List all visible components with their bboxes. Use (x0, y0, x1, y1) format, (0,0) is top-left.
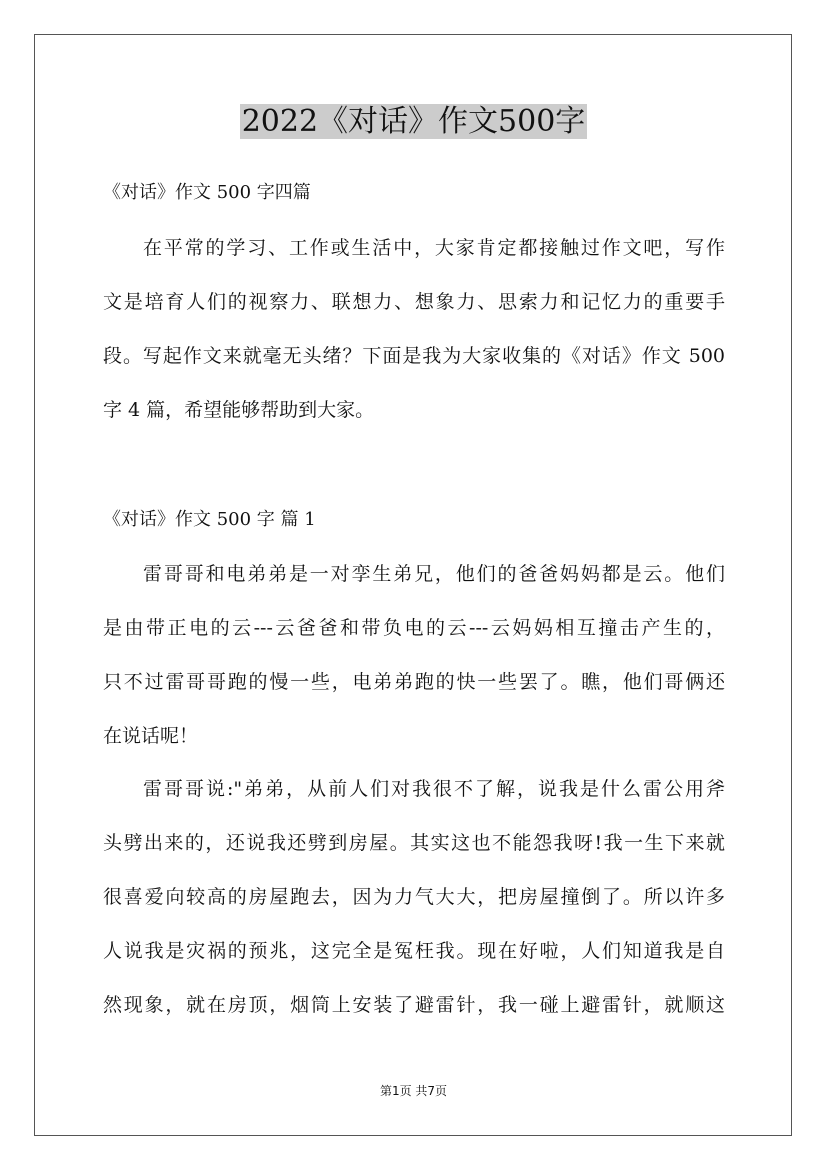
paragraph-line: 雷哥哥和电弟弟是一对孪生弟兄，他们的爸爸妈妈都是云。他们 (143, 563, 725, 585)
intro-line: 在平常的学习、工作或生活中，大家肯定都接触过作文吧，写作 (143, 237, 725, 259)
paragraph-line: 然现象，就在房顶，烟筒上安装了避雷针，我一碰上避雷针，就顺这 (103, 994, 725, 1016)
paragraph-line: 人说我是灾祸的预兆，这完全是冤枉我。现在好啦，人们知道我是自 (103, 940, 725, 962)
paragraph-line: 是由带正电的云---云爸爸和带负电的云---云妈妈相互撞击产生的， (103, 617, 725, 639)
intro-line: 字 4 篇，希望能够帮助到大家。 (103, 399, 375, 421)
document-title-text: 2022《对话》作文500字 (241, 104, 586, 139)
paragraph-line: 雷哥哥说:"弟弟，从前人们对我很不了解，说我是什么雷公用斧 (143, 778, 725, 800)
paragraph-line: 只不过雷哥哥跑的慢一些，电弟弟跑的快一些罢了。瞧，他们哥俩还 (103, 671, 725, 693)
document-title (0, 100, 827, 144)
paragraph-line: 很喜爱向较高的房屋跑去，因为力气大大，把房屋撞倒了。所以许多 (103, 886, 725, 908)
intro-line: 段。写起作文来就毫无头绪？下面是我为大家收集的《对话》作文 500 (103, 345, 725, 367)
paragraph-line: 头劈出来的，还说我还劈到房屋。其实这也不能怨我呀!我一生下来就 (103, 832, 725, 854)
section-heading: 《对话》作文 500 字 篇 1 (103, 509, 316, 530)
page-footer: 第1页 共7页 (379, 1084, 448, 1098)
subtitle: 《对话》作文 500 字四篇 (103, 182, 311, 203)
paragraph-line: 在说话呢！ (103, 725, 199, 747)
intro-line: 文是培育人们的视察力、联想力、想象力、思索力和记忆力的重要手 (103, 291, 725, 313)
